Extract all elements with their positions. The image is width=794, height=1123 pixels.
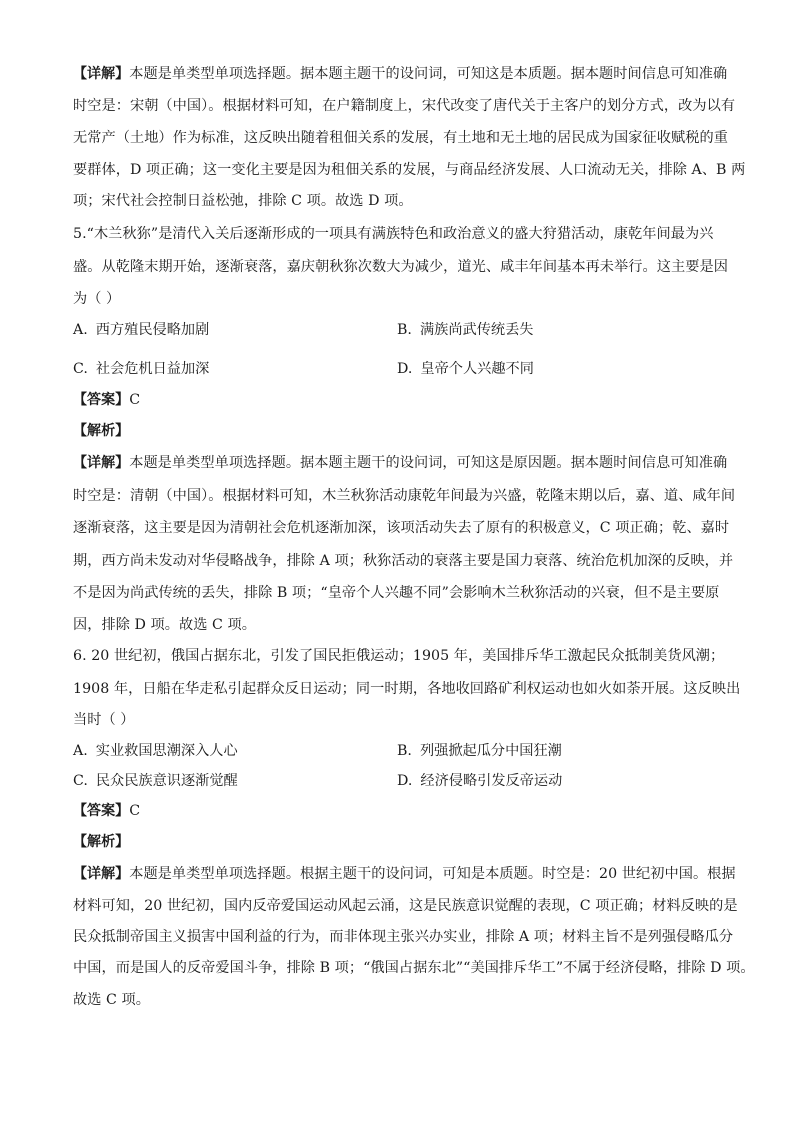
q6-option-a xyxy=(73,741,238,761)
detail-text: 本题是单类型单项选择题。据本题主题干的设问词，可知这是原因题。据本题时间信息可知准确 xyxy=(129,455,728,471)
option-letter: C. xyxy=(73,361,88,377)
q5-stem-line-3: 为（ ） xyxy=(73,291,121,307)
detail-tag: 【详解】 xyxy=(73,866,130,882)
q6-detail-line-4: 中国，而是国人的反帝爱国斗争，排除 B 项；“俄国占据东北”“美国排斥华工”不属于经济侵略，排除 D 项。 xyxy=(73,960,755,976)
option-letter: C. xyxy=(73,773,88,789)
q4-detail-line-4: 要群体，D 项正确；这一变化主要是因为租佃关系的发展，与商品经济发展、人口流动无关，排除 A、B 两 xyxy=(73,162,746,178)
q5-answer xyxy=(73,390,140,410)
q5-detail-line-1 xyxy=(73,453,727,473)
q6-detail-line-1 xyxy=(73,864,736,884)
analysis-tag: 【解析】 xyxy=(73,834,130,850)
q5-option-a xyxy=(73,320,209,340)
option-letter: B. xyxy=(397,322,412,338)
option-letter: D. xyxy=(397,361,413,377)
q4-detail-line-5: 项；宋代社会控制日益松弛，排除 C 项。故选 D 项。 xyxy=(73,193,413,209)
option-letter: B. xyxy=(397,743,412,759)
answer-value: C xyxy=(129,392,141,408)
option-text: 满族尚武传统丢失 xyxy=(419,322,534,338)
analysis-tag: 【解析】 xyxy=(73,423,130,439)
q4-detail-line-3: 无常产（土地）作为标准，这反映出随着租佃关系的发展，有土地和无土地的居民成为国家征收赋税的重 xyxy=(73,130,728,146)
option-text: 民众民族意识逐渐觉醒 xyxy=(95,773,238,789)
q5-detail-line-5: 不是因为尚武传统的丢失，排除 B 项；“皇帝个人兴趣不同”会影响木兰秋狝活动的兴衰，但不是主要原 xyxy=(73,585,720,601)
q6-answer xyxy=(73,801,140,821)
q5-detail-line-4: 期，西方尚未发动对华侵略战争，排除 A 项；秋狝活动的衰落主要是国力衰落、统治危机加深的反映，并 xyxy=(73,553,734,569)
q5-option-b xyxy=(397,320,533,340)
q6-analysis-heading xyxy=(73,832,129,852)
answer-value: C xyxy=(129,803,141,819)
option-text: 西方殖民侵略加剧 xyxy=(95,322,210,338)
q6-detail-line-2: 材料可知，20 世纪初，国内反帝爱国运动风起云涌，这是民族意识觉醒的表现，C 项正确；材料反映的是 xyxy=(73,898,738,914)
option-text: 列强掀起瓜分中国狂潮 xyxy=(419,743,562,759)
option-text: 经济侵略引发反帝运动 xyxy=(420,773,563,789)
option-text: 实业救国思潮深入人心 xyxy=(95,743,238,759)
q6-option-c xyxy=(73,771,238,791)
q6-detail-line-5: 故选 C 项。 xyxy=(73,992,150,1008)
detail-text: 本题是单类型单项选择题。据本题主题干的设问词，可知这是本质题。据本题时间信息可知准确 xyxy=(129,66,728,82)
option-text: 皇帝个人兴趣不同 xyxy=(420,361,534,377)
detail-text: 本题是单类型单项选择题。根据主题干的设问词，可知是本质题。时空是：20 世纪初中国。根据 xyxy=(129,866,736,882)
q5-analysis-heading xyxy=(73,421,129,441)
q4-detail-line-2: 时空是：宋朝（中国）。根据材料可知，在户籍制度上，宋代改变了唐代关于主客户的划分方式，改为以有 xyxy=(73,98,736,114)
q5-detail-line-2: 时空是：清朝（中国）。根据材料可知，木兰秋狝活动康乾年间最为兴盛，乾隆末期以后，嘉、道、咸年间 xyxy=(73,488,736,504)
answer-tag: 【答案】 xyxy=(73,392,130,408)
q6-option-b xyxy=(397,741,562,761)
q6-stem-line-3: 当时（ ） xyxy=(73,712,135,728)
q6-option-d xyxy=(397,771,562,791)
q5-stem-line-2: 盛。从乾隆末期开始，逐渐衰落，嘉庆朝秋狝次数大为减少，道光、咸丰年间基本再未举行。这主要是因 xyxy=(73,259,728,275)
q6-stem-line-1: 6. 20 世纪初，俄国占据东北，引发了国民拒俄运动；1905 年，美国排斥华工激起民众抵制美货风潮； xyxy=(73,648,725,664)
detail-tag: 【详解】 xyxy=(73,455,130,471)
option-letter: A. xyxy=(73,743,88,759)
option-text: 社会危机日益加深 xyxy=(95,361,210,377)
detail-tag: 【详解】 xyxy=(73,66,130,82)
q5-option-c xyxy=(73,359,209,379)
q4-detail-line-1 xyxy=(73,64,727,84)
option-letter: A. xyxy=(73,322,88,338)
q5-detail-line-6: 因，排除 D 项。故选 C 项。 xyxy=(73,617,256,633)
q6-stem-line-2: 1908 年，日船在华走私引起群众反日运动；同一时期，各地收回路矿利权运动也如火如荼开展。这反映出 xyxy=(73,681,741,697)
q6-detail-line-3: 民众抵制帝国主义损害中国利益的行为，而非体现主张兴办实业，排除 A 项；材料主旨不是列强侵略瓜分 xyxy=(73,929,734,945)
q5-detail-line-3: 逐渐衰落，这主要是因为清朝社会危机逐渐加深，该项活动失去了原有的积极意义，C 项正确；乾、嘉时 xyxy=(73,520,730,536)
option-letter: D. xyxy=(397,773,413,789)
q5-option-d xyxy=(397,359,534,379)
answer-tag: 【答案】 xyxy=(73,803,130,819)
q5-stem-line-1: 5.“木兰秋狝”是清代入关后逐渐形成的一项具有满族特色和政治意义的盛大狩猎活动，康乾年间最为兴 xyxy=(73,226,714,242)
